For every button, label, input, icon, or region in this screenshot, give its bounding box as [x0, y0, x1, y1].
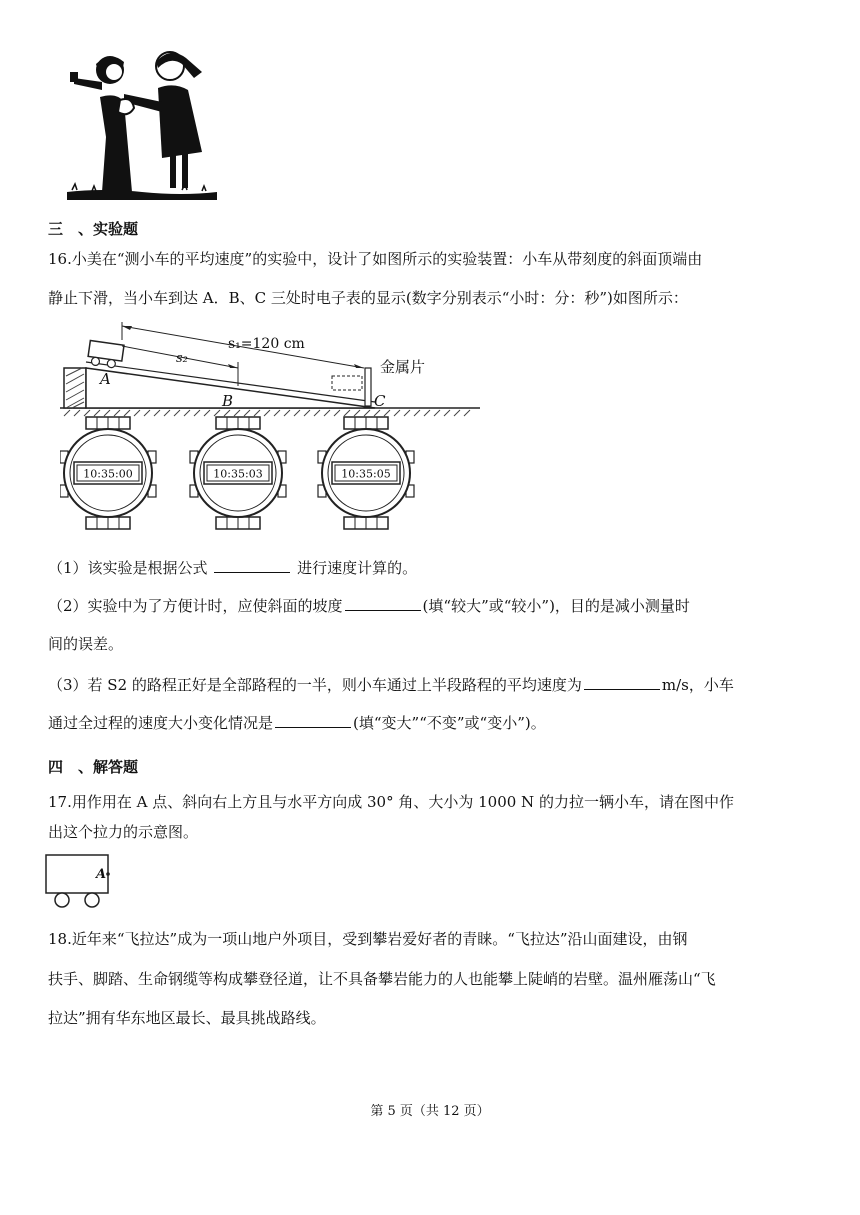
cart-label-A: A	[96, 867, 107, 882]
q16-sub2-text-a: （2）实验中为了方便计时，应使斜面的坡度	[48, 597, 343, 615]
q16-sub1	[48, 558, 417, 578]
section-title-experiment: 三 、实验题	[48, 220, 139, 238]
stopwatch-1	[60, 417, 156, 529]
label-A: A	[100, 370, 111, 388]
q18-text-line3: 拉达”拥有华东地区最长、最具挑战路线。	[48, 1009, 326, 1027]
cart-diagram	[44, 852, 116, 910]
q16-sub3-text-b: m/s，小车	[661, 676, 734, 694]
q16-sub2-text-b: (填“较大”或“较小”)，目的是减小测量时	[422, 597, 690, 615]
q18-text-line2: 扶手、脚踏、生命钢缆等构成攀登径道，让不具备攀岩能力的人也能攀上陡峭的岩壁。温州雁荡山“飞	[48, 970, 716, 988]
q16-sub1-text-b: 进行速度计算的。	[297, 559, 418, 577]
label-B: B	[222, 392, 234, 410]
stopwatch-2	[190, 417, 286, 529]
q16-sub1-blank[interactable]	[214, 558, 290, 573]
section-title-answer: 四 、解答题	[48, 758, 139, 776]
q17-text-line2: 出这个拉力的示意图。	[48, 823, 199, 841]
stopwatch-time-3: 10:35:05	[341, 467, 391, 481]
q16-sub2	[48, 596, 690, 616]
q16-sub1-text-a: （1）该实验是根据公式	[48, 559, 208, 577]
stopwatch-3	[318, 417, 414, 529]
q16-sub3	[48, 675, 734, 695]
q16-text-line1: 16.小美在“测小车的平均速度”的实验中，设计了如图所示的实验装置：小车从带刻度的斜面顶端由	[48, 250, 703, 268]
q16-sub3-text-d: (填“变大”“不变”或“变小”)。	[353, 714, 546, 732]
incline-experiment-figure	[60, 318, 510, 533]
page-footer: 第 5 页（共 12 页）	[370, 1104, 490, 1119]
label-s2: s₂	[176, 351, 188, 366]
q16-sub3-text-c: 通过全过程的速度大小变化情况是	[48, 714, 274, 732]
stopwatch-time-2: 10:35:03	[213, 467, 263, 481]
q16-sub2-blank[interactable]	[345, 596, 421, 611]
label-s1: s₁=120 cm	[228, 336, 305, 352]
label-metal-plate: 金属片	[380, 358, 426, 376]
illustration-two-people	[62, 42, 222, 202]
q16-sub3-blank2[interactable]	[275, 713, 351, 728]
q18-text-line1: 18.近年来“飞拉达”成为一项山地户外项目，受到攀岩爱好者的青睐。“飞拉达”沿山面建设，由钢	[48, 930, 688, 948]
q16-sub2-line2: 间的误差。	[48, 635, 124, 653]
q17-text-line1: 17.用作用在 A 点、斜向右上方且与水平方向成 30° 角、大小为 1000 N 的力拉一辆小车，请在图中作	[48, 793, 734, 811]
stopwatch-time-1: 10:35:00	[83, 467, 133, 481]
q16-sub3-text-a: （3）若 S2 的路程正好是全部路程的一半，则小车通过上半段路程的平均速度为	[48, 676, 582, 694]
q16-sub3-blank1[interactable]	[584, 675, 660, 690]
label-C: C	[374, 392, 386, 410]
q16-text-line2: 静止下滑，当小车到达 A．B、C 三处时电子表的显示(数字分别表示“小时：分：秒”)如图所示：	[48, 289, 688, 307]
q16-sub3-line2	[48, 713, 546, 733]
